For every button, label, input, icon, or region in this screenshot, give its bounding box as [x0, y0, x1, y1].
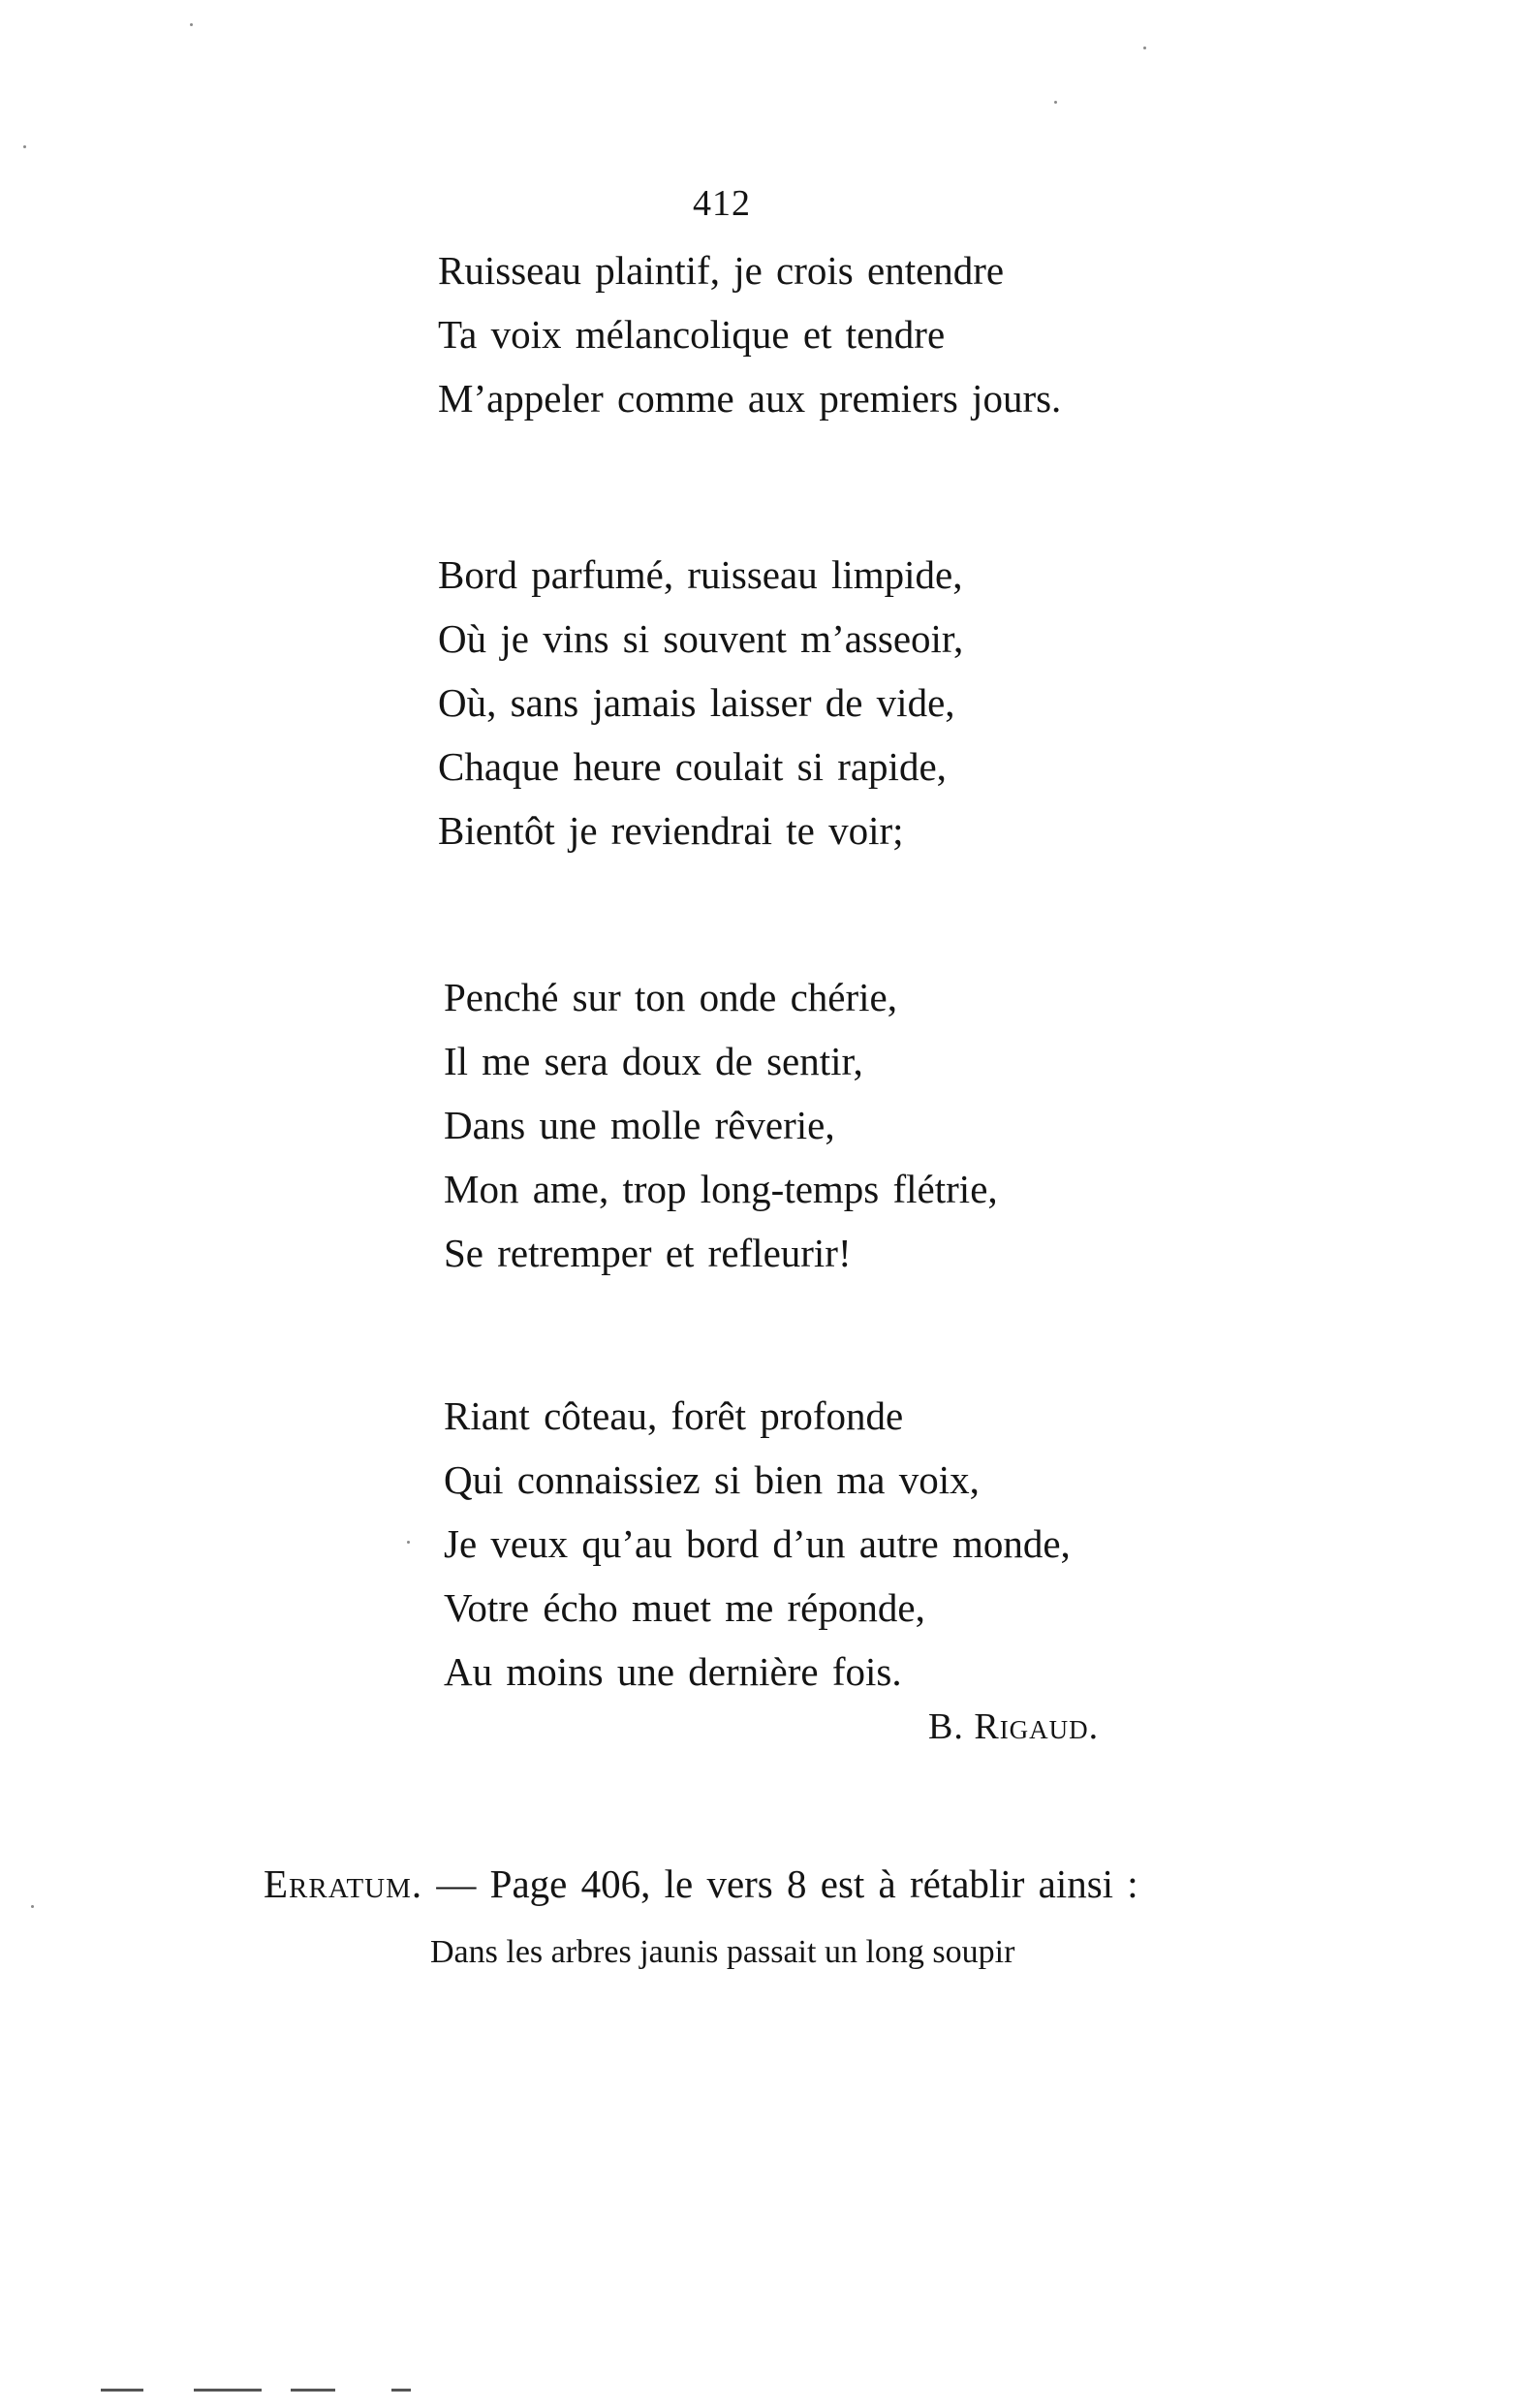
bottom-rule [194, 2389, 262, 2392]
verse-line: Au moins une dernière fois. [444, 1649, 902, 1694]
verse-line: Riant côteau, forêt profonde [444, 1393, 904, 1438]
verse-line: Se retremper et refleurir! [444, 1231, 852, 1275]
verse-line: Bientôt je reviendrai te voir; [438, 808, 904, 853]
bottom-rule [391, 2389, 411, 2392]
stanza-4 [438, 1384, 1116, 1704]
verse-line: Qui connaissiez si bien ma voix, [444, 1457, 980, 1502]
verse-line: Ta voix mélancolique et tendre [438, 312, 946, 357]
verse-line: Je veux qu’au bord d’un autre monde, [444, 1521, 1071, 1566]
scan-speck [1054, 101, 1057, 104]
stanza-2 [438, 543, 1116, 862]
scan-speck [190, 23, 193, 26]
erratum-correction: Dans les arbres jaunis passait un long soupir [430, 1934, 1015, 1970]
verse-line: Ruisseau plaintif, je crois entendre [438, 248, 1005, 293]
verse-line: Il me sera doux de sentir, [444, 1039, 863, 1083]
bottom-rule [101, 2389, 143, 2392]
page-number: 412 [693, 183, 751, 224]
verse-line: Penché sur ton onde chérie, [444, 975, 897, 1019]
author-signature: B. Rigaud. [928, 1706, 1100, 1747]
scan-speck [1143, 47, 1146, 49]
verse-line: Dans une molle rêverie, [444, 1103, 835, 1147]
erratum-label: Erratum. [264, 1861, 423, 1906]
verse-line: Mon ame, trop long-temps flétrie, [444, 1167, 998, 1211]
stanza-3 [438, 965, 1116, 1285]
verse-line: Votre écho muet me réponde, [444, 1585, 925, 1630]
verse-line: M’appeler comme aux premiers jours. [438, 376, 1062, 421]
scan-speck [31, 1905, 34, 1908]
scan-speck [23, 145, 26, 148]
verse-line: Où je vins si souvent m’asseoir, [438, 616, 964, 661]
erratum-text: — Page 406, le vers 8 est à rétablir ainsi : [436, 1861, 1138, 1906]
stanza-1 [438, 238, 1116, 430]
bottom-rule [291, 2389, 335, 2392]
erratum-note [264, 1861, 1136, 1907]
verse-line: Chaque heure coulait si rapide, [438, 744, 947, 789]
scan-speck [407, 1541, 410, 1544]
verse-line: Bord parfumé, ruisseau limpide, [438, 552, 963, 597]
verse-line: Où, sans jamais laisser de vide, [438, 680, 955, 725]
